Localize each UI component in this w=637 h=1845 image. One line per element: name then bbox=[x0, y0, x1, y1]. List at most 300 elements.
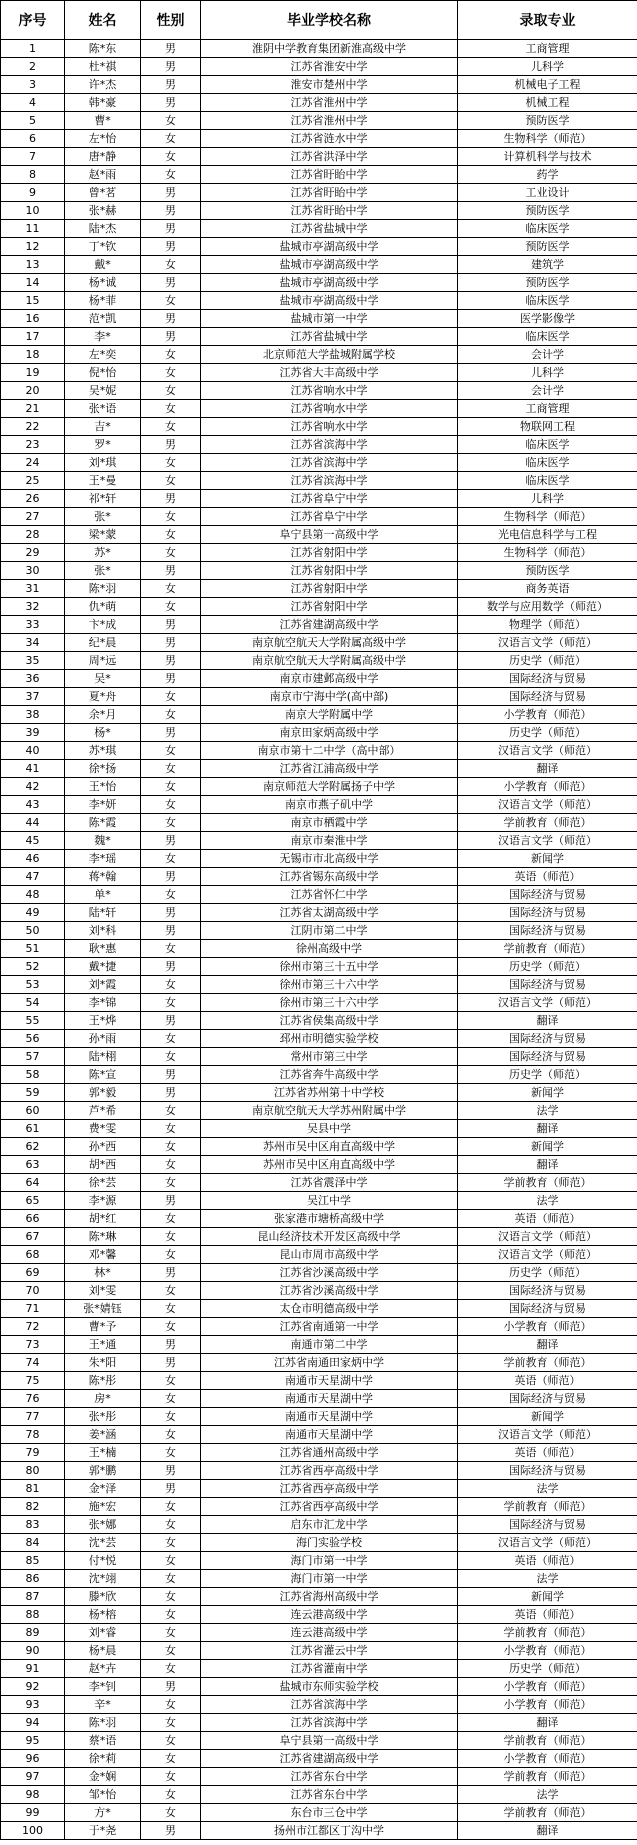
cell-school: 江苏省建湖高级中学 bbox=[201, 1750, 458, 1768]
cell-name: 刘*睿 bbox=[65, 1624, 141, 1642]
cell-major: 儿科学 bbox=[458, 58, 637, 76]
cell-gender: 男 bbox=[141, 1264, 201, 1282]
cell-name: 张* bbox=[65, 508, 141, 526]
cell-major: 历史学（师范） bbox=[458, 724, 637, 742]
cell-school: 邳州市明德实验学校 bbox=[201, 1030, 458, 1048]
table-row bbox=[1, 1750, 637, 1768]
table-row bbox=[1, 1228, 637, 1246]
cell-school: 海门市第一中学 bbox=[201, 1552, 458, 1570]
cell-name: 陈*宣 bbox=[65, 1066, 141, 1084]
cell-name: 郭*毅 bbox=[65, 1084, 141, 1102]
cell-name: 戴* bbox=[65, 256, 141, 274]
table-row bbox=[1, 1048, 637, 1066]
cell-school: 海门实验学校 bbox=[201, 1534, 458, 1552]
cell-major: 机械工程 bbox=[458, 94, 637, 112]
cell-name: 单* bbox=[65, 886, 141, 904]
cell-school: 江苏省西亭高级中学 bbox=[201, 1480, 458, 1498]
table-row bbox=[1, 562, 637, 580]
cell-gender: 女 bbox=[141, 1246, 201, 1264]
cell-major: 翻译 bbox=[458, 1012, 637, 1030]
cell-school: 江苏省滨海中学 bbox=[201, 472, 458, 490]
cell-name: 杨*诚 bbox=[65, 274, 141, 292]
cell-major: 汉语言文学（师范） bbox=[458, 832, 637, 850]
cell-index: 95 bbox=[1, 1732, 65, 1750]
cell-major: 小学教育（师范） bbox=[458, 1750, 637, 1768]
cell-major: 国际经济与贸易 bbox=[458, 1390, 637, 1408]
cell-name: 邹*怡 bbox=[65, 1786, 141, 1804]
cell-gender: 女 bbox=[141, 1696, 201, 1714]
cell-name: 杨* bbox=[65, 724, 141, 742]
cell-name: 王*烨 bbox=[65, 1012, 141, 1030]
cell-school: 南京市栖霞中学 bbox=[201, 814, 458, 832]
cell-gender: 男 bbox=[141, 958, 201, 976]
cell-school: 南京市建邺高级中学 bbox=[201, 670, 458, 688]
cell-index: 35 bbox=[1, 652, 65, 670]
cell-index: 85 bbox=[1, 1552, 65, 1570]
table-row bbox=[1, 274, 637, 292]
table-row bbox=[1, 778, 637, 796]
table-row bbox=[1, 364, 637, 382]
cell-index: 82 bbox=[1, 1498, 65, 1516]
table-row bbox=[1, 1390, 637, 1408]
cell-index: 61 bbox=[1, 1120, 65, 1138]
cell-school: 江阴市第二中学 bbox=[201, 922, 458, 940]
cell-school: 江苏省怀仁中学 bbox=[201, 886, 458, 904]
cell-name: 费*雯 bbox=[65, 1120, 141, 1138]
cell-name: 魏* bbox=[65, 832, 141, 850]
cell-school: 徐州市第三十五中学 bbox=[201, 958, 458, 976]
cell-gender: 男 bbox=[141, 40, 201, 58]
cell-school: 盐城市东师实验学校 bbox=[201, 1678, 458, 1696]
table-row bbox=[1, 1696, 637, 1714]
table-row bbox=[1, 508, 637, 526]
table-row bbox=[1, 472, 637, 490]
cell-index: 48 bbox=[1, 886, 65, 904]
cell-gender: 男 bbox=[141, 490, 201, 508]
cell-index: 15 bbox=[1, 292, 65, 310]
cell-index: 78 bbox=[1, 1426, 65, 1444]
cell-school: 无锡市市北高级中学 bbox=[201, 850, 458, 868]
cell-gender: 女 bbox=[141, 778, 201, 796]
table-row bbox=[1, 310, 637, 328]
cell-major: 学前教育（师范） bbox=[458, 1804, 637, 1822]
table-row bbox=[1, 580, 637, 598]
cell-gender: 女 bbox=[141, 292, 201, 310]
cell-major: 汉语言文学（师范） bbox=[458, 1426, 637, 1444]
cell-index: 19 bbox=[1, 364, 65, 382]
cell-name: 林* bbox=[65, 1264, 141, 1282]
cell-major: 新闻学 bbox=[458, 850, 637, 868]
cell-school: 盐城市第一中学 bbox=[201, 310, 458, 328]
cell-gender: 女 bbox=[141, 1804, 201, 1822]
cell-index: 63 bbox=[1, 1156, 65, 1174]
cell-gender: 女 bbox=[141, 940, 201, 958]
col-header-school: 毕业学校名称 bbox=[201, 1, 458, 40]
cell-gender: 男 bbox=[141, 238, 201, 256]
cell-name: 胡*红 bbox=[65, 1210, 141, 1228]
cell-gender: 女 bbox=[141, 598, 201, 616]
cell-school: 徐州高级中学 bbox=[201, 940, 458, 958]
cell-school: 盐城市亭湖高级中学 bbox=[201, 274, 458, 292]
cell-major: 国际经济与贸易 bbox=[458, 1516, 637, 1534]
cell-school: 江苏省奔牛高级中学 bbox=[201, 1066, 458, 1084]
cell-school: 南京航空航天大学附属高级中学 bbox=[201, 634, 458, 652]
cell-index: 36 bbox=[1, 670, 65, 688]
cell-index: 38 bbox=[1, 706, 65, 724]
cell-gender: 女 bbox=[141, 1300, 201, 1318]
cell-gender: 女 bbox=[141, 706, 201, 724]
cell-name: 李* bbox=[65, 328, 141, 346]
cell-index: 90 bbox=[1, 1642, 65, 1660]
cell-major: 学前教育（师范） bbox=[458, 814, 637, 832]
cell-name: 房* bbox=[65, 1390, 141, 1408]
cell-major: 翻译 bbox=[458, 1120, 637, 1138]
cell-school: 江苏省海州高级中学 bbox=[201, 1588, 458, 1606]
cell-major: 国际经济与贸易 bbox=[458, 1282, 637, 1300]
cell-index: 7 bbox=[1, 148, 65, 166]
cell-gender: 男 bbox=[141, 1480, 201, 1498]
cell-gender: 男 bbox=[141, 922, 201, 940]
cell-name: 郭*鹏 bbox=[65, 1462, 141, 1480]
cell-school: 扬州市江都区丁沟中学 bbox=[201, 1822, 458, 1840]
table-row bbox=[1, 1588, 637, 1606]
cell-gender: 女 bbox=[141, 994, 201, 1012]
table-row bbox=[1, 1642, 637, 1660]
table-row bbox=[1, 130, 637, 148]
cell-index: 66 bbox=[1, 1210, 65, 1228]
cell-school: 南京田家炳高级中学 bbox=[201, 724, 458, 742]
cell-index: 31 bbox=[1, 580, 65, 598]
cell-major: 学前教育（师范） bbox=[458, 1732, 637, 1750]
cell-school: 南京师范大学附属扬子中学 bbox=[201, 778, 458, 796]
cell-name: 陆*杰 bbox=[65, 220, 141, 238]
cell-school: 江苏省侯集高级中学 bbox=[201, 1012, 458, 1030]
cell-school: 太仓市明德高级中学 bbox=[201, 1300, 458, 1318]
cell-gender: 女 bbox=[141, 256, 201, 274]
cell-major: 历史学（师范） bbox=[458, 1066, 637, 1084]
cell-gender: 女 bbox=[141, 850, 201, 868]
table-row bbox=[1, 1066, 637, 1084]
cell-major: 新闻学 bbox=[458, 1138, 637, 1156]
cell-name: 左*怡 bbox=[65, 130, 141, 148]
cell-gender: 女 bbox=[141, 760, 201, 778]
table-row bbox=[1, 1534, 637, 1552]
table-row bbox=[1, 634, 637, 652]
cell-name: 李*钊 bbox=[65, 1678, 141, 1696]
cell-index: 86 bbox=[1, 1570, 65, 1588]
cell-index: 14 bbox=[1, 274, 65, 292]
table-row bbox=[1, 220, 637, 238]
col-header-major: 录取专业 bbox=[458, 1, 637, 40]
cell-name: 吴*妮 bbox=[65, 382, 141, 400]
cell-major: 国际经济与贸易 bbox=[458, 1462, 637, 1480]
cell-gender: 女 bbox=[141, 166, 201, 184]
table-row bbox=[1, 706, 637, 724]
cell-gender: 女 bbox=[141, 544, 201, 562]
cell-school: 江苏省洪泽中学 bbox=[201, 148, 458, 166]
cell-gender: 女 bbox=[141, 1534, 201, 1552]
cell-school: 苏州市吴中区甪直高级中学 bbox=[201, 1156, 458, 1174]
cell-major: 小学教育（师范） bbox=[458, 1642, 637, 1660]
cell-gender: 男 bbox=[141, 1012, 201, 1030]
cell-name: 刘*霞 bbox=[65, 976, 141, 994]
cell-index: 1 bbox=[1, 40, 65, 58]
cell-name: 蔡*语 bbox=[65, 1732, 141, 1750]
cell-name: 杨*菲 bbox=[65, 292, 141, 310]
table-row bbox=[1, 40, 637, 58]
cell-major: 物联网工程 bbox=[458, 418, 637, 436]
cell-major: 国际经济与贸易 bbox=[458, 922, 637, 940]
table-row bbox=[1, 1300, 637, 1318]
cell-major: 生物科学（师范） bbox=[458, 544, 637, 562]
cell-name: 沈*芸 bbox=[65, 1534, 141, 1552]
cell-index: 13 bbox=[1, 256, 65, 274]
cell-index: 57 bbox=[1, 1048, 65, 1066]
cell-major: 临床医学 bbox=[458, 472, 637, 490]
table-row bbox=[1, 940, 637, 958]
cell-major: 临床医学 bbox=[458, 436, 637, 454]
cell-name: 王*曼 bbox=[65, 472, 141, 490]
cell-major: 商务英语 bbox=[458, 580, 637, 598]
cell-school: 江苏省南通第一中学 bbox=[201, 1318, 458, 1336]
cell-index: 9 bbox=[1, 184, 65, 202]
cell-index: 41 bbox=[1, 760, 65, 778]
table-row bbox=[1, 1804, 637, 1822]
cell-gender: 男 bbox=[141, 1084, 201, 1102]
table-row bbox=[1, 1498, 637, 1516]
cell-name: 王*楠 bbox=[65, 1444, 141, 1462]
cell-major: 国际经济与贸易 bbox=[458, 688, 637, 706]
cell-school: 常州市第三中学 bbox=[201, 1048, 458, 1066]
cell-school: 东台市三仓中学 bbox=[201, 1804, 458, 1822]
cell-index: 91 bbox=[1, 1660, 65, 1678]
cell-school: 淮安市楚州中学 bbox=[201, 76, 458, 94]
cell-major: 工商管理 bbox=[458, 400, 637, 418]
cell-name: 徐*莉 bbox=[65, 1750, 141, 1768]
cell-major: 法学 bbox=[458, 1480, 637, 1498]
cell-name: 陆*栩 bbox=[65, 1048, 141, 1066]
cell-major: 小学教育（师范） bbox=[458, 1696, 637, 1714]
cell-major: 会计学 bbox=[458, 382, 637, 400]
cell-index: 39 bbox=[1, 724, 65, 742]
cell-major: 临床医学 bbox=[458, 454, 637, 472]
cell-gender: 女 bbox=[141, 526, 201, 544]
cell-gender: 女 bbox=[141, 1570, 201, 1588]
cell-school: 启东市汇龙中学 bbox=[201, 1516, 458, 1534]
cell-name: 丁*钦 bbox=[65, 238, 141, 256]
cell-gender: 女 bbox=[141, 364, 201, 382]
cell-school: 江苏省射阳中学 bbox=[201, 598, 458, 616]
cell-gender: 女 bbox=[141, 1048, 201, 1066]
cell-major: 学前教育（师范） bbox=[458, 1498, 637, 1516]
cell-major: 新闻学 bbox=[458, 1408, 637, 1426]
cell-gender: 男 bbox=[141, 220, 201, 238]
cell-index: 96 bbox=[1, 1750, 65, 1768]
cell-school: 江苏省通州高级中学 bbox=[201, 1444, 458, 1462]
cell-school: 连云港高级中学 bbox=[201, 1606, 458, 1624]
cell-index: 100 bbox=[1, 1822, 65, 1840]
cell-index: 43 bbox=[1, 796, 65, 814]
cell-index: 92 bbox=[1, 1678, 65, 1696]
table-row bbox=[1, 1246, 637, 1264]
table-row bbox=[1, 1786, 637, 1804]
cell-major: 国际经济与贸易 bbox=[458, 1030, 637, 1048]
cell-major: 英语（师范） bbox=[458, 1606, 637, 1624]
cell-name: 杨*晨 bbox=[65, 1642, 141, 1660]
cell-major: 国际经济与贸易 bbox=[458, 886, 637, 904]
cell-index: 50 bbox=[1, 922, 65, 940]
cell-index: 55 bbox=[1, 1012, 65, 1030]
cell-school: 江苏省阜宁中学 bbox=[201, 490, 458, 508]
cell-gender: 男 bbox=[141, 868, 201, 886]
cell-name: 曹* bbox=[65, 112, 141, 130]
cell-major: 预防医学 bbox=[458, 238, 637, 256]
cell-gender: 女 bbox=[141, 454, 201, 472]
cell-index: 32 bbox=[1, 598, 65, 616]
cell-index: 62 bbox=[1, 1138, 65, 1156]
cell-school: 江苏省东台中学 bbox=[201, 1768, 458, 1786]
cell-major: 新闻学 bbox=[458, 1084, 637, 1102]
cell-school: 连云港高级中学 bbox=[201, 1624, 458, 1642]
cell-name: 罗* bbox=[65, 436, 141, 454]
cell-major: 学前教育（师范） bbox=[458, 1354, 637, 1372]
cell-index: 84 bbox=[1, 1534, 65, 1552]
table-row bbox=[1, 976, 637, 994]
cell-school: 阜宁县第一高级中学 bbox=[201, 1732, 458, 1750]
cell-major: 翻译 bbox=[458, 760, 637, 778]
cell-school: 南京市第十二中学（高中部） bbox=[201, 742, 458, 760]
cell-name: 张*婧钰 bbox=[65, 1300, 141, 1318]
cell-major: 生物科学（师范） bbox=[458, 130, 637, 148]
cell-gender: 男 bbox=[141, 904, 201, 922]
cell-index: 76 bbox=[1, 1390, 65, 1408]
table-row bbox=[1, 454, 637, 472]
cell-name: 张*彤 bbox=[65, 1408, 141, 1426]
cell-index: 67 bbox=[1, 1228, 65, 1246]
cell-gender: 女 bbox=[141, 148, 201, 166]
cell-name: 杨*榕 bbox=[65, 1606, 141, 1624]
cell-gender: 女 bbox=[141, 1606, 201, 1624]
cell-name: 陈*琳 bbox=[65, 1228, 141, 1246]
cell-gender: 男 bbox=[141, 310, 201, 328]
cell-name: 金*娴 bbox=[65, 1768, 141, 1786]
cell-name: 施*宏 bbox=[65, 1498, 141, 1516]
cell-major: 临床医学 bbox=[458, 328, 637, 346]
cell-major: 国际经济与贸易 bbox=[458, 1048, 637, 1066]
cell-school: 盐城市亭湖高级中学 bbox=[201, 292, 458, 310]
table-row bbox=[1, 1084, 637, 1102]
cell-index: 2 bbox=[1, 58, 65, 76]
cell-gender: 男 bbox=[141, 1462, 201, 1480]
cell-index: 77 bbox=[1, 1408, 65, 1426]
cell-school: 江苏省盐城中学 bbox=[201, 220, 458, 238]
cell-major: 汉语言文学（师范） bbox=[458, 1228, 637, 1246]
cell-gender: 女 bbox=[141, 1732, 201, 1750]
cell-major: 翻译 bbox=[458, 1336, 637, 1354]
cell-name: 滕*欣 bbox=[65, 1588, 141, 1606]
cell-name: 方* bbox=[65, 1804, 141, 1822]
table-row bbox=[1, 742, 637, 760]
cell-gender: 女 bbox=[141, 346, 201, 364]
table-row bbox=[1, 904, 637, 922]
cell-school: 盐城市亭湖高级中学 bbox=[201, 238, 458, 256]
cell-school: 江苏省南通田家炳中学 bbox=[201, 1354, 458, 1372]
cell-school: 江苏省淮州中学 bbox=[201, 94, 458, 112]
cell-index: 24 bbox=[1, 454, 65, 472]
cell-major: 翻译 bbox=[458, 1822, 637, 1840]
table-row bbox=[1, 238, 637, 256]
cell-name: 辛* bbox=[65, 1696, 141, 1714]
cell-gender: 男 bbox=[141, 652, 201, 670]
cell-major: 数学与应用数学（师范） bbox=[458, 598, 637, 616]
cell-major: 预防医学 bbox=[458, 112, 637, 130]
cell-name: 梁*蒙 bbox=[65, 526, 141, 544]
cell-index: 68 bbox=[1, 1246, 65, 1264]
cell-gender: 女 bbox=[141, 1552, 201, 1570]
cell-name: 陈*羽 bbox=[65, 580, 141, 598]
cell-index: 53 bbox=[1, 976, 65, 994]
cell-gender: 女 bbox=[141, 1318, 201, 1336]
table-row bbox=[1, 1282, 637, 1300]
cell-gender: 女 bbox=[141, 1444, 201, 1462]
cell-name: 张*语 bbox=[65, 400, 141, 418]
cell-index: 25 bbox=[1, 472, 65, 490]
cell-index: 79 bbox=[1, 1444, 65, 1462]
cell-school: 江苏省沙溪高级中学 bbox=[201, 1264, 458, 1282]
table-row bbox=[1, 1714, 637, 1732]
cell-school: 江苏省响水中学 bbox=[201, 418, 458, 436]
cell-major: 法学 bbox=[458, 1786, 637, 1804]
cell-index: 58 bbox=[1, 1066, 65, 1084]
cell-major: 新闻学 bbox=[458, 1588, 637, 1606]
cell-major: 药学 bbox=[458, 166, 637, 184]
cell-major: 学前教育（师范） bbox=[458, 940, 637, 958]
cell-school: 昆山市周市高级中学 bbox=[201, 1246, 458, 1264]
cell-major: 汉语言文学（师范） bbox=[458, 796, 637, 814]
table-row bbox=[1, 670, 637, 688]
cell-gender: 男 bbox=[141, 1192, 201, 1210]
cell-gender: 女 bbox=[141, 1138, 201, 1156]
table-row bbox=[1, 1678, 637, 1696]
cell-index: 56 bbox=[1, 1030, 65, 1048]
cell-name: 陈*东 bbox=[65, 40, 141, 58]
cell-index: 49 bbox=[1, 904, 65, 922]
cell-index: 22 bbox=[1, 418, 65, 436]
cell-school: 苏州市吴中区甪直高级中学 bbox=[201, 1138, 458, 1156]
cell-gender: 女 bbox=[141, 1660, 201, 1678]
cell-name: 孙*西 bbox=[65, 1138, 141, 1156]
cell-index: 98 bbox=[1, 1786, 65, 1804]
cell-school: 江苏省苏州第十中学校 bbox=[201, 1084, 458, 1102]
table-row bbox=[1, 1354, 637, 1372]
cell-major: 预防医学 bbox=[458, 562, 637, 580]
cell-name: 付*悦 bbox=[65, 1552, 141, 1570]
cell-school: 江苏省响水中学 bbox=[201, 400, 458, 418]
cell-index: 3 bbox=[1, 76, 65, 94]
table-row bbox=[1, 346, 637, 364]
cell-major: 翻译 bbox=[458, 1156, 637, 1174]
cell-index: 30 bbox=[1, 562, 65, 580]
table-row bbox=[1, 616, 637, 634]
table-row bbox=[1, 1138, 637, 1156]
cell-name: 张*娜 bbox=[65, 1516, 141, 1534]
col-header-index: 序号 bbox=[1, 1, 65, 40]
cell-name: 刘*科 bbox=[65, 922, 141, 940]
table-row bbox=[1, 1732, 637, 1750]
cell-school: 江苏省西亭高级中学 bbox=[201, 1462, 458, 1480]
cell-school: 南京市秦淮中学 bbox=[201, 832, 458, 850]
cell-index: 97 bbox=[1, 1768, 65, 1786]
